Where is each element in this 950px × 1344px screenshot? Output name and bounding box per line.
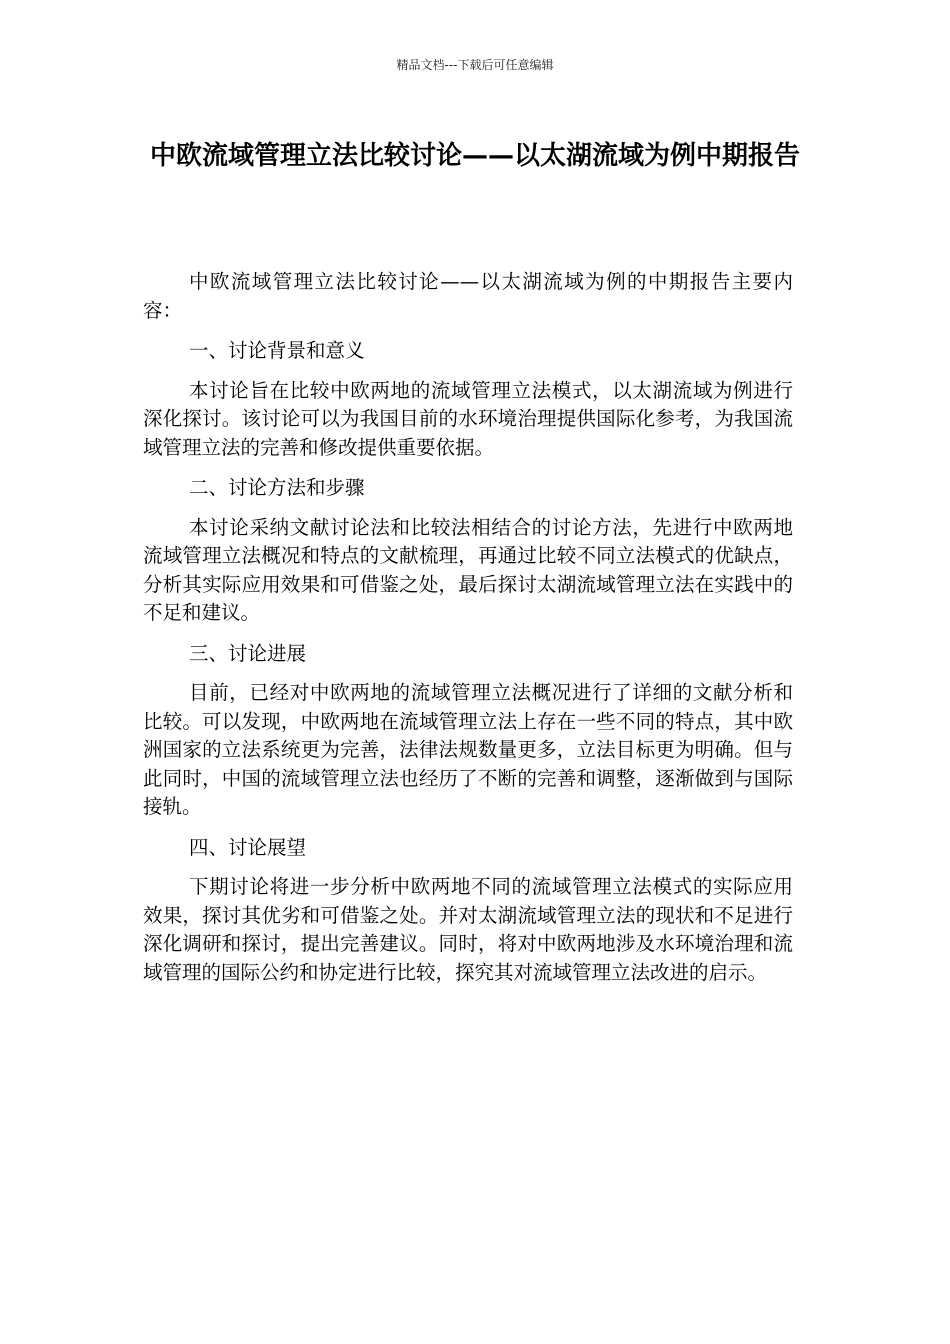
section-paragraph-background: 本讨论旨在比较中欧两地的流域管理立法模式，以太湖流域为例进行深化探讨。该讨论可以为我国目前的水环境治理提供国际化参考，为我国流域管理立法的完善和修改提供重要依据。 (143, 378, 793, 459)
document-body (143, 268, 793, 999)
intro-paragraph: 中欧流域管理立法比较讨论——以太湖流域为例的中期报告主要内容： (143, 270, 793, 322)
section-paragraph-method: 本讨论采纳文献讨论法和比较法相结合的讨论方法，先进行中欧两地流域管理立法概况和特点的文献梳理，再通过比较不同立法模式的优缺点，分析其实际应用效果和可借鉴之处，最后探讨太湖流域管理立法在实践中的不足和建议。 (143, 515, 793, 624)
section-paragraph-outlook: 下期讨论将进一步分析中欧两地不同的流域管理立法模式的实际应用效果，探讨其优劣和可借鉴之处。并对太湖流域管理立法的现状和不足进行深化调研和探讨，提出完善建议。同时，将对中欧两地涉及水环境治理和流域管理的国际公约和协定进行比较，探究其对流域管理立法改进的启示。 (143, 875, 793, 984)
section-heading-progress: 三、讨论进展 (189, 641, 307, 665)
document-title: 中欧流域管理立法比较讨论——以太湖流域为例中期报告 (149, 141, 800, 171)
section-heading-outlook: 四、讨论展望 (189, 835, 307, 859)
section-paragraph-progress: 目前，已经对中欧两地的流域管理立法概况进行了详细的文献分析和比较。可以发现，中欧两地在流域管理立法上存在一些不同的特点，其中欧洲国家的立法系统更为完善，法律法规数量更多，立法目标更为明确。但与此同时，中国的流域管理立法也经历了不断的完善和调整，逐渐做到与国际接轨。 (143, 681, 793, 818)
header-note: 精品文档---下载后可任意编辑 (396, 58, 554, 72)
section-heading-background: 一、讨论背景和意义 (189, 339, 365, 362)
section-heading-method: 二、讨论方法和步骤 (189, 476, 365, 499)
